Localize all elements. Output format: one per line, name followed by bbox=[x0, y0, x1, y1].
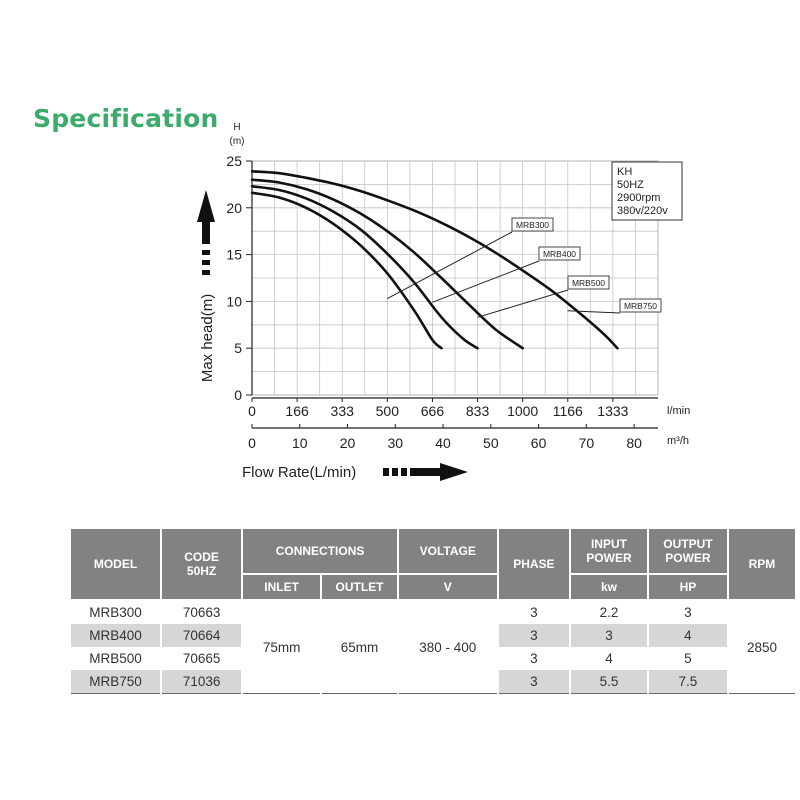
up-arrow-icon bbox=[197, 190, 215, 222]
x-tick-label-lmin: 1166 bbox=[552, 403, 583, 419]
y-unit-label: (m) bbox=[229, 136, 245, 147]
y-tick-label: 10 bbox=[226, 293, 242, 310]
y-tick-label: 20 bbox=[226, 199, 242, 216]
cell-phase: 3 bbox=[498, 647, 570, 670]
cell-model: MRB400 bbox=[70, 624, 161, 647]
cell-outlet: 65mm bbox=[321, 600, 398, 694]
right-arrow-dash bbox=[392, 468, 398, 476]
cell-output: 5 bbox=[648, 647, 728, 670]
x-tick-label-m3h: 20 bbox=[339, 435, 356, 451]
y-tick-label: 25 bbox=[226, 153, 242, 169]
up-arrow-dash bbox=[202, 250, 210, 255]
header-outlet: OUTLET bbox=[321, 574, 398, 600]
cell-input: 3 bbox=[570, 624, 648, 647]
cell-rpm: 2850 bbox=[728, 600, 796, 694]
cell-model: MRB500 bbox=[70, 647, 161, 670]
x-tick-label-lmin: 333 bbox=[330, 403, 354, 419]
y-axis-label: Max head(m) bbox=[199, 293, 216, 383]
info-box-line: 380v/220v bbox=[617, 205, 668, 217]
x-axis-label: Flow Rate(L/min) bbox=[242, 464, 357, 481]
y-tick-label: 15 bbox=[226, 246, 242, 263]
cell-model: MRB300 bbox=[70, 600, 161, 624]
header-input-unit: kw bbox=[570, 574, 648, 600]
page-title: Specification bbox=[33, 104, 219, 133]
y-tick-label: 0 bbox=[234, 387, 242, 403]
x-tick-label-lmin: 1333 bbox=[597, 403, 629, 419]
header-voltage-unit: V bbox=[398, 574, 498, 600]
cell-input: 4 bbox=[570, 647, 648, 670]
cell-phase: 3 bbox=[498, 670, 570, 694]
right-arrow-dash bbox=[383, 468, 389, 476]
header-code: CODE 50HZ bbox=[161, 528, 242, 600]
cell-voltage: 380 - 400 bbox=[398, 600, 498, 694]
x-tick-label-m3h: 70 bbox=[578, 435, 595, 451]
x-tick-label-lmin: 166 bbox=[285, 403, 309, 419]
x-tick-label-lmin: 0 bbox=[248, 403, 256, 419]
cell-phase: 3 bbox=[498, 624, 570, 647]
cell-input: 2.2 bbox=[570, 600, 648, 624]
cell-code: 70665 bbox=[161, 647, 242, 670]
table-row bbox=[70, 600, 796, 624]
x-tick-label-m3h: 80 bbox=[626, 435, 642, 451]
up-arrow-shaft bbox=[202, 222, 210, 244]
x-unit-m3h: m³/h bbox=[667, 435, 689, 447]
info-box-line: 50HZ bbox=[617, 179, 644, 191]
header-connections: CONNECTIONS bbox=[242, 528, 398, 574]
x-tick-label-m3h: 50 bbox=[483, 435, 499, 451]
cell-inlet: 75mm bbox=[242, 600, 321, 694]
header-voltage: VOLTAGE bbox=[398, 528, 498, 574]
y-unit-label: H bbox=[233, 122, 241, 133]
x-tick-label-lmin: 833 bbox=[465, 403, 490, 419]
x-tick-label-m3h: 40 bbox=[435, 435, 451, 451]
x-unit-lmin: l/min bbox=[667, 405, 691, 417]
header-phase: PHASE bbox=[498, 528, 570, 600]
x-tick-label-lmin: 666 bbox=[420, 403, 445, 419]
x-tick-label-lmin: 500 bbox=[375, 403, 400, 419]
x-tick-label-m3h: 10 bbox=[291, 435, 308, 451]
cell-code: 70663 bbox=[161, 600, 242, 624]
cell-code: 71036 bbox=[161, 670, 242, 694]
header-output-unit: HP bbox=[648, 574, 728, 600]
curve-label-mrb500: MRB500 bbox=[571, 278, 606, 288]
spec-table bbox=[69, 527, 797, 694]
up-arrow-dash bbox=[202, 270, 210, 275]
x-tick-label-m3h: 30 bbox=[387, 435, 404, 451]
right-arrow-shaft bbox=[410, 468, 440, 476]
right-arrow-dash bbox=[401, 468, 407, 476]
cell-output: 4 bbox=[648, 624, 728, 647]
x-tick-label-m3h: 0 bbox=[248, 435, 256, 451]
header-rpm: RPM bbox=[728, 528, 796, 600]
info-box-line: KH bbox=[617, 166, 633, 178]
cell-code: 70664 bbox=[161, 624, 242, 647]
right-arrow-icon bbox=[440, 463, 468, 481]
curve-label-mrb750: MRB750 bbox=[623, 301, 658, 311]
up-arrow-dash bbox=[202, 260, 210, 265]
cell-phase: 3 bbox=[498, 600, 570, 624]
curve-label-mrb300: MRB300 bbox=[515, 220, 550, 230]
cell-input: 5.5 bbox=[570, 670, 648, 694]
header-model: MODEL bbox=[70, 528, 161, 600]
header-input-power: INPUT POWER bbox=[570, 528, 648, 574]
header-output-power: OUTPUT POWER bbox=[648, 528, 728, 574]
cell-output: 7.5 bbox=[648, 670, 728, 694]
x-tick-label-m3h: 60 bbox=[530, 435, 547, 451]
curve-label-mrb400: MRB400 bbox=[542, 249, 577, 259]
x-tick-label-lmin: 1000 bbox=[507, 403, 539, 419]
cell-model: MRB750 bbox=[70, 670, 161, 694]
info-box-line: 2900rpm bbox=[617, 192, 661, 204]
cell-output: 3 bbox=[648, 600, 728, 624]
y-tick-label: 5 bbox=[234, 340, 242, 357]
header-inlet: INLET bbox=[242, 574, 321, 600]
